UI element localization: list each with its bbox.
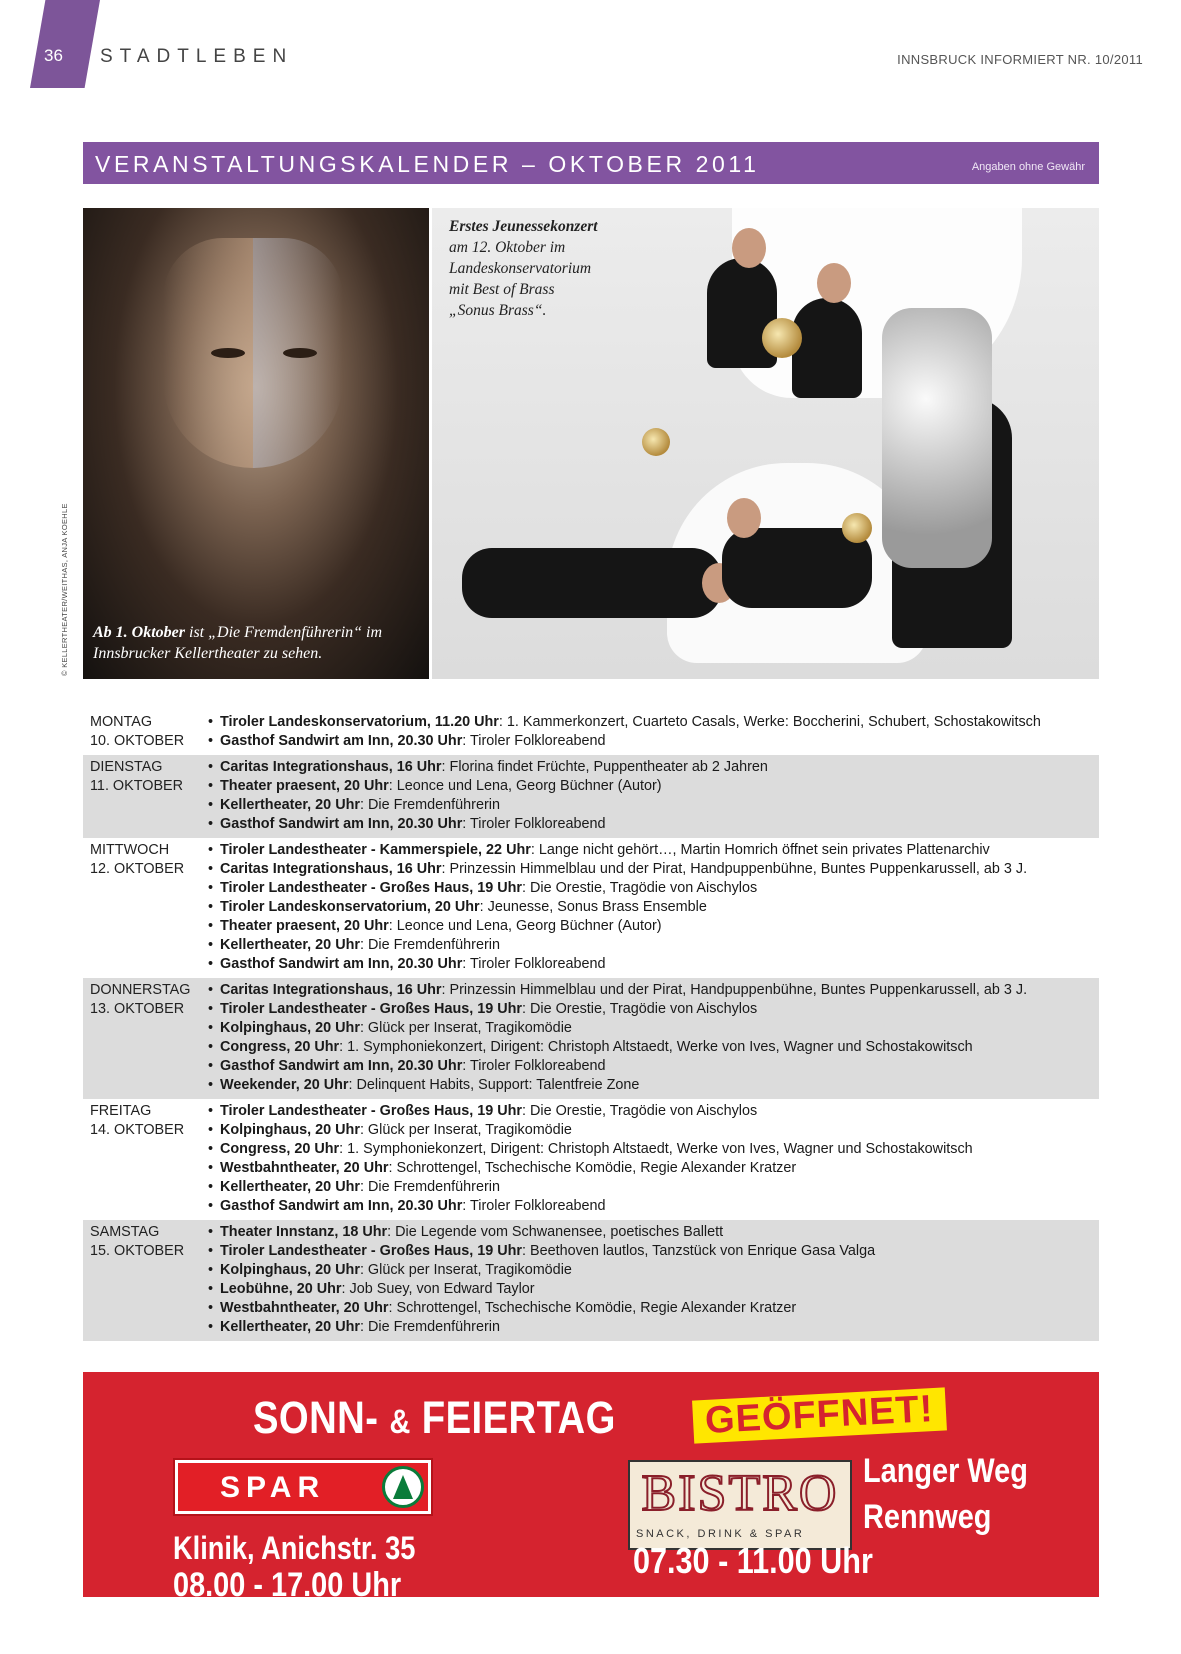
event-venue: Kellertheater, 20 Uhr [220,797,360,813]
event-entry [208,1140,1099,1159]
event-entry [208,1076,1099,1095]
concert-caption-line: „Sonus Brass“. [449,301,547,319]
event-entry [208,1038,1099,1057]
weekday: DONNERSTAG [90,982,191,998]
bullet-icon: • [208,816,214,832]
event-description: : Lange nicht gehört…, Martin Homrich öffnet sein privates Plattenarchiv [530,842,990,858]
event-description: : 1. Symphoniekonzert, Dirigent: Christoph Altstaedt, Werke von Ives, Wagner und Schostakowitsch [339,1039,973,1055]
event-description: : Schrottengel, Tschechische Komödie, Regie Alexander Kratzer [388,1300,797,1316]
event-venue: Tiroler Landeskonservatorium, 20 Uhr [220,899,480,915]
spar-location: Klinik, Anichstr. 35 [173,1530,416,1566]
bullet-icon: • [208,1262,214,1278]
weekday: DIENSTAG [90,759,163,775]
date: 13. OKTOBER [90,1001,185,1017]
event-venue: Gasthof Sandwirt am Inn, 20.30 Uhr [220,956,463,972]
event-description: : Die Fremdenführerin [359,1319,500,1335]
date: 10. OKTOBER [90,733,185,749]
event-entry [208,1242,1099,1261]
bullet-icon: • [208,797,214,813]
bullet-icon: • [208,899,214,915]
event-venue: Leobühne, 20 Uhr [220,1281,342,1297]
event-entry [208,1318,1099,1337]
event-venue: Kellertheater, 20 Uhr [220,1319,360,1335]
bullet-icon: • [208,733,214,749]
spar-logo-text: SPAR [220,1471,326,1504]
event-description: : Die Orestie, Tragödie von Aischylos [522,880,758,896]
event-description: : Leonce und Lena, Georg Büchner (Autor) [388,918,662,934]
bullet-icon: • [208,1077,214,1093]
day-row [83,1220,1099,1341]
bullet-icon: • [208,1300,214,1316]
event-entry [208,955,1099,974]
event-venue: Caritas Integrationshaus, 16 Uhr [220,982,442,998]
event-venue: Westbahntheater, 20 Uhr [220,1300,389,1316]
event-entry [208,1159,1099,1178]
event-entry [208,936,1099,955]
event-entry [208,1299,1099,1318]
concert-caption-line: am 12. Oktober im [449,238,566,256]
spar-tree-icon [382,1466,424,1508]
event-entry [208,860,1099,879]
day-row [83,755,1099,838]
event-description: : Glück per Inserat, Tragikomödie [359,1262,572,1278]
bullet-icon: • [208,1103,214,1119]
event-entry [208,1000,1099,1019]
day-row [83,978,1099,1099]
event-venue: Weekender, 20 Uhr [220,1077,349,1093]
bullet-icon: • [208,778,214,794]
event-venue: Tiroler Landestheater - Großes Haus, 19 Uhr [220,880,523,896]
bistro-hours: 07.30 - 11.00 Uhr [633,1540,873,1581]
date: 12. OKTOBER [90,861,185,877]
event-venue: Kellertheater, 20 Uhr [220,1179,360,1195]
event-list [208,841,1099,974]
bistro-logo-word: BISTRO [641,1465,839,1522]
section-title: STADTLEBEN [100,46,294,67]
event-venue: Gasthof Sandwirt am Inn, 20.30 Uhr [220,816,463,832]
concert-caption-line: Landeskonservatorium [449,259,592,277]
day-label [83,841,208,974]
event-calendar-table [83,710,1099,1341]
event-list [208,713,1099,751]
event-entry [208,1019,1099,1038]
bullet-icon: • [208,1224,214,1240]
bullet-icon: • [208,1198,214,1214]
bullet-icon: • [208,880,214,896]
event-list [208,981,1099,1095]
event-description: : Job Suey, von Edward Taylor [341,1281,535,1297]
bullet-icon: • [208,956,214,972]
bullet-icon: • [208,937,214,953]
day-label [83,713,208,751]
event-venue: Congress, 20 Uhr [220,1141,340,1157]
bullet-icon: • [208,1281,214,1297]
spar-hours: 08.00 - 17.00 Uhr [173,1566,402,1604]
musician-lying [462,548,722,618]
event-description: : Delinquent Habits, Support: Talentfreie Zone [348,1077,640,1093]
event-list [208,758,1099,834]
date: 14. OKTOBER [90,1122,185,1138]
event-description: : Leonce und Lena, Georg Büchner (Autor) [388,778,662,794]
bullet-icon: • [208,1122,214,1138]
bullet-icon: • [208,982,214,998]
event-venue: Tiroler Landestheater - Kammerspiele, 22 Uhr [220,842,531,858]
event-entry [208,1197,1099,1216]
event-venue: Kolpinghaus, 20 Uhr [220,1122,360,1138]
concert-caption [449,217,598,322]
event-entry [208,1121,1099,1140]
event-description: : Tiroler Folkloreabend [462,1198,606,1214]
bistro-location: Rennweg [863,1498,992,1536]
event-description: : Die Fremdenführerin [359,1179,500,1195]
event-entry [208,796,1099,815]
bullet-icon: • [208,1058,214,1074]
event-entry [208,713,1099,732]
event-venue: Tiroler Landeskonservatorium, 11.20 Uhr [220,714,499,730]
event-entry [208,732,1099,751]
bullet-icon: • [208,1179,214,1195]
bullet-icon: • [208,842,214,858]
event-venue: Congress, 20 Uhr [220,1039,340,1055]
day-label [83,981,208,1095]
event-venue: Caritas Integrationshaus, 16 Uhr [220,861,442,877]
event-description: : Prinzessin Himmelblau und der Pirat, Handpuppenbühne, Buntes Puppenkarussell, ab 3 J. [441,982,1028,998]
musician-2 [792,298,862,398]
trumpet-bell-2 [842,513,872,543]
weekday: MITTWOCH [90,842,170,858]
bullet-icon: • [208,1141,214,1157]
event-entry [208,981,1099,1000]
bistro-logo [628,1460,852,1550]
event-description: : Die Legende vom Schwanensee, poetisches Ballett [387,1224,724,1240]
event-venue: Tiroler Landestheater - Großes Haus, 19 Uhr [220,1243,523,1259]
eye-right [283,348,317,358]
event-list [208,1223,1099,1337]
weekday: FREITAG [90,1103,152,1119]
event-entry [208,758,1099,777]
event-entry [208,1223,1099,1242]
event-venue: Gasthof Sandwirt am Inn, 20.30 Uhr [220,733,463,749]
weekday: SAMSTAG [90,1224,160,1240]
bullet-icon: • [208,918,214,934]
date: 11. OKTOBER [90,778,184,794]
event-entry [208,879,1099,898]
day-row [83,710,1099,755]
day-label [83,758,208,834]
event-description: : Glück per Inserat, Tragikomödie [359,1122,572,1138]
bullet-icon: • [208,1243,214,1259]
event-venue: Tiroler Landestheater - Großes Haus, 19 Uhr [220,1103,523,1119]
calendar-banner [83,142,1099,184]
concert-caption-title: Erstes Jeunessekonzert [449,218,598,235]
event-description: : Beethoven lautlos, Tanzstück von Enrique Gasa Valga [522,1243,876,1259]
tuba [882,308,992,568]
bullet-icon: • [208,861,214,877]
event-venue: Caritas Integrationshaus, 16 Uhr [220,759,442,775]
date: 15. OKTOBER [90,1243,185,1259]
event-entry [208,1261,1099,1280]
weekday: MONTAG [90,714,153,730]
trumpet-bell-1 [642,428,670,456]
event-description: : Tiroler Folkloreabend [462,733,606,749]
event-venue: Westbahntheater, 20 Uhr [220,1160,389,1176]
event-venue: Kolpinghaus, 20 Uhr [220,1262,360,1278]
event-venue: Kolpinghaus, 20 Uhr [220,1020,360,1036]
event-description: : 1. Symphoniekonzert, Dirigent: Christoph Altstaedt, Werke von Ives, Wagner und Schostakowitsch [339,1141,973,1157]
event-venue: Theater Innstanz, 18 Uhr [220,1224,388,1240]
eye-left [211,348,245,358]
ad-headline-part: SONN- [253,1392,379,1443]
event-entry [208,777,1099,796]
event-description: : Florina findet Früchte, Puppentheater ab 2 Jahren [441,759,768,775]
calendar-title: VERANSTALTUNGSKALENDER – OKTOBER 2011 [95,151,760,177]
day-row [83,838,1099,978]
trombone-bell [762,318,802,358]
page-number: 36 [44,46,63,65]
event-description: : Tiroler Folkloreabend [462,1058,606,1074]
ad-headline [253,1392,616,1444]
ad-headline-amp: & [389,1403,411,1441]
bullet-icon: • [208,1020,214,1036]
event-venue: Gasthof Sandwirt am Inn, 20.30 Uhr [220,1198,463,1214]
bullet-icon: • [208,714,214,730]
event-description: : Tiroler Folkloreabend [462,816,606,832]
spar-advertisement [83,1372,1099,1604]
event-description: : Die Orestie, Tragödie von Aischylos [522,1103,758,1119]
concert-caption-line: mit Best of Brass [449,280,555,298]
event-entry [208,1057,1099,1076]
bullet-icon: • [208,1319,214,1335]
event-description: : Die Fremdenführerin [359,937,500,953]
event-venue: Theater praesent, 20 Uhr [220,778,389,794]
musician-2-head [817,263,851,303]
event-entry [208,815,1099,834]
event-description: : Die Orestie, Tragödie von Aischylos [522,1001,758,1017]
event-description: : 1. Kammerkonzert, Cuarteto Casals, Werke: Boccherini, Schubert, Schostakowitsch [498,714,1041,730]
caption-text: ist „Die Fremdenführerin“ im Innsbrucker Kellertheater zu sehen. [93,624,383,663]
theater-photo-caption [93,623,423,665]
caption-date: Ab 1. Oktober [93,624,185,642]
event-description: : Glück per Inserat, Tragikomödie [359,1020,572,1036]
publication-title: INNSBRUCK INFORMIERT NR. 10/2011 [897,52,1143,67]
musician-trumpet-head [727,498,761,538]
event-entry [208,1280,1099,1299]
event-venue: Theater praesent, 20 Uhr [220,918,389,934]
page-number-tab [30,0,100,88]
bullet-icon: • [208,1160,214,1176]
photo-credit: © KELLERTHEATER/WEITHAS, ANJA KOEHLE [60,503,69,676]
event-entry [208,1102,1099,1121]
event-entry [208,1178,1099,1197]
event-description: : Jeunesse, Sonus Brass Ensemble [479,899,707,915]
open-badge: GEÖFFNET! [692,1387,946,1443]
day-label [83,1102,208,1216]
event-description: : Die Fremdenführerin [359,797,500,813]
bistro-location: Langer Weg [863,1452,1028,1490]
event-venue: Kellertheater, 20 Uhr [220,937,360,953]
event-entry [208,898,1099,917]
event-entry [208,917,1099,936]
event-list [208,1102,1099,1216]
event-venue: Gasthof Sandwirt am Inn, 20.30 Uhr [220,1058,463,1074]
ad-headline-part: FEIERTAG [421,1392,616,1443]
day-row [83,1099,1099,1220]
event-venue: Tiroler Landestheater - Großes Haus, 19 Uhr [220,1001,523,1017]
bullet-icon: • [208,1039,214,1055]
bistro-logo-subtitle: SNACK, DRINK & SPAR [636,1528,805,1540]
event-description: : Schrottengel, Tschechische Komödie, Regie Alexander Kratzer [388,1160,797,1176]
musician-1-head [732,228,766,268]
disclaimer-note: Angaben ohne Gewähr [971,161,1085,173]
theater-photo [83,208,429,679]
spar-logo [175,1460,431,1514]
bullet-icon: • [208,1001,214,1017]
event-description: : Tiroler Folkloreabend [462,956,606,972]
bullet-icon: • [208,759,214,775]
day-label [83,1223,208,1337]
event-description: : Prinzessin Himmelblau und der Pirat, Handpuppenbühne, Buntes Puppenkarussell, ab 3 J. [441,861,1028,877]
event-entry [208,841,1099,860]
